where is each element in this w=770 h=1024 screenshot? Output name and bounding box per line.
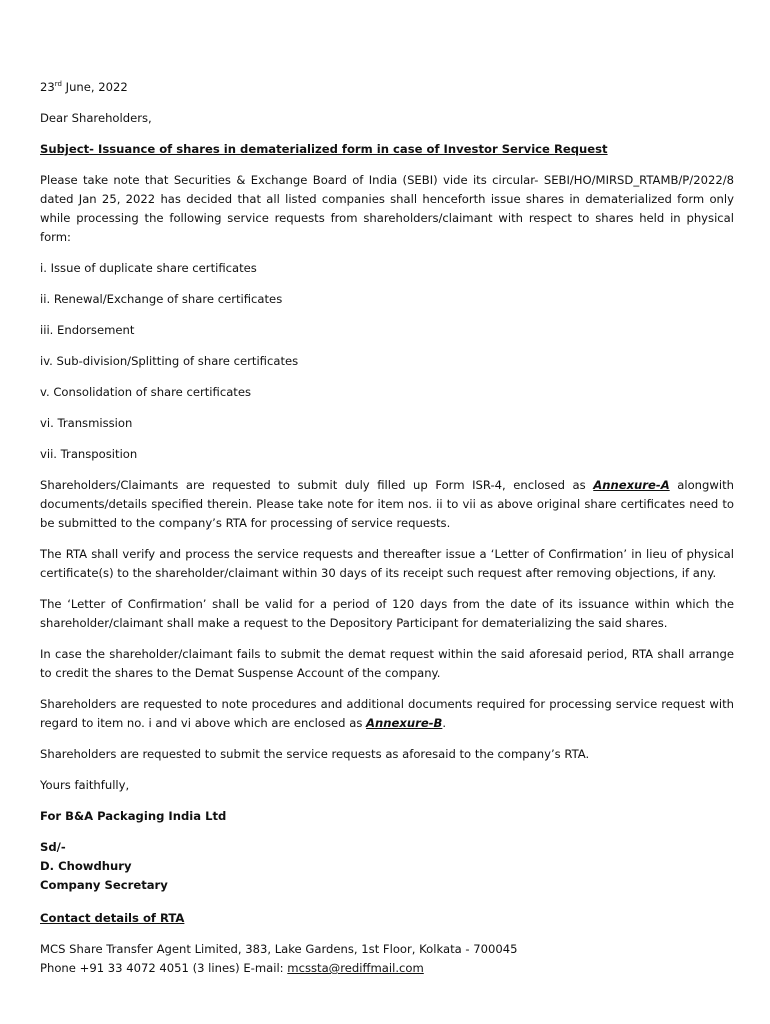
closing: Yours faithfully, (40, 778, 130, 792)
signatory-title: Company Secretary (40, 878, 168, 892)
isr-text-before: Shareholders/Claimants are requested to submit duly filled up Form ISR-4, enclosed as (40, 478, 594, 492)
annexure-a-reference: Annexure-A (593, 478, 670, 492)
procedures-paragraph (40, 695, 734, 733)
list-item: vi. Transmission (40, 416, 133, 430)
isr-form-paragraph (40, 476, 734, 533)
procedures-text-before: Shareholders are requested to note procedures and additional documents required for processing service request with regard to item no. i and vi above which are enclosed as (40, 697, 734, 730)
contact-heading: Contact details of RTA (40, 911, 185, 925)
suspense-paragraph: In case the shareholder/claimant fails to submit the demat request within the said aforesaid period, RTA shall arrange to credit the shares to the Demat Suspense Account of the company. (40, 647, 734, 680)
company-name: For B&A Packaging India Ltd (40, 809, 227, 823)
service-request-list (40, 259, 734, 464)
submit-paragraph: Shareholders are requested to submit the service requests as aforesaid to the company’s RTA. (40, 747, 590, 761)
signature-mark: Sd/- (40, 840, 66, 854)
signatory-name: D. Chowdhury (40, 859, 132, 873)
isr-text-after: alongwith documents/details specified therein. Please take note for item nos. ii to vii as above original share certificates need to be submitted to the company’s RTA for processing of service requests. (40, 478, 734, 530)
procedures-text-after: . (442, 716, 447, 730)
signature-block (40, 838, 734, 895)
contact-details (40, 940, 734, 978)
rta-email-link[interactable]: mcssta@rediffmail.com (287, 961, 424, 975)
list-item: iv. Sub-division/Splitting of share certificates (40, 354, 299, 368)
list-item: v. Consolidation of share certificates (40, 385, 252, 399)
list-item: ii. Renewal/Exchange of share certificates (40, 292, 283, 306)
list-item: i. Issue of duplicate share certificates (40, 261, 257, 275)
salutation: Dear Shareholders, (40, 111, 152, 125)
list-item: iii. Endorsement (40, 323, 135, 337)
annexure-b-reference: Annexure-B (366, 716, 443, 730)
rta-address: MCS Share Transfer Agent Limited, 383, Lake Gardens, 1st Floor, Kolkata - 700045 (40, 942, 518, 956)
list-item: vii. Transposition (40, 447, 138, 461)
rta-phone-email (40, 959, 734, 978)
letter-date (40, 78, 734, 97)
intro-paragraph: Please take note that Securities & Exchange Board of India (SEBI) vide its circular- SEBI/HO/MIRSD_RTAMB/P/2022/8 dated Jan 25, 2022 has decided that all listed companies shall henceforth issue shares in dematerialized form only while processing the following service requests from shareholders/claimant with respect to shares held in physical form: (40, 173, 734, 244)
validity-paragraph: The ‘Letter of Confirmation’ shall be valid for a period of 120 days from the date of its issuance within which the shareholder/claimant shall make a request to the Depository Participant for dematerializing the said shares. (40, 597, 734, 630)
rta-phone: Phone +91 33 4072 4051 (3 lines) E-mail: (40, 961, 288, 975)
date-suffix: rd (54, 80, 62, 89)
date-day: 23 (40, 80, 55, 94)
rta-verify-paragraph: The RTA shall verify and process the service requests and thereafter issue a ‘Letter of Confirmation’ in lieu of physical certificate(s) to the shareholder/claimant within 30 days of its receipt such request after removing objections, if any. (40, 547, 734, 580)
date-month-year: June, 2022 (61, 80, 128, 94)
subject-line: Subject- Issuance of shares in dematerialized form in case of Investor Service Request (40, 142, 608, 156)
